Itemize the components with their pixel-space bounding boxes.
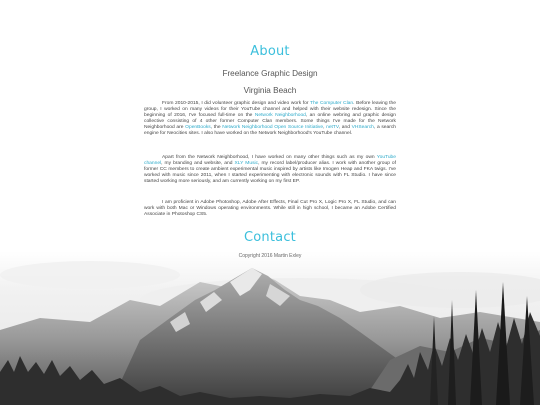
location: Virginia Beach [243,86,297,95]
link-youtube-channel[interactable]: YouTube channel [144,155,396,167]
about-paragraph-2 [144,155,396,185]
text: , my branding and website, and [161,161,235,167]
text: , the [210,125,223,131]
contact-heading[interactable]: Contact [244,230,296,245]
link-xly-music[interactable]: XLY Music [234,161,259,167]
link-nettv[interactable]: netTV [326,125,339,131]
link-network-neighborhood[interactable]: Network Neighborhood [254,113,306,119]
link-open-source-initiative[interactable]: Network Neighborhood Open Source Initiative [222,125,324,131]
job-title: Freelance Graphic Design [222,69,318,78]
text: From 2010-2015, I did volunteer graphic design and video work for [162,101,310,106]
about-paragraph-3: I am proficient in Adobe Photoshop, Adobe After Effects, Final Cut Pro X, Logic Pro X, FL Studio, and can work with both Mac or Windows operating environments. While still in high school, I became an Adobe Certified Associate in Photoshop CS5. [144,200,396,218]
text: , a search engine for Neocities sites. I also have worked on the Network Neighborhood's YouTube channel. [144,125,397,137]
text: , an online webring and graphic design collective consisting of 4 other former Computer Clan members. Some things I've made for the Network Neighborhood are [144,113,396,131]
text: , [323,125,327,131]
about-paragraph-1 [144,101,396,138]
link-openbooks[interactable]: OpenBooks [185,125,211,131]
text: . Before leaving the group, I worked on many videos for their YouTube channel and helped with their website redesign. Since the beginning of 2016, I've focused full-time on the [144,101,396,119]
link-vhsearch[interactable]: VHSearch [351,125,374,131]
text: , my record label/producer alias. I work with another group of former CC members to create ambient experimental music inspired by artists like Imogen Heap and FKA twigs. I've worked with music since 2011, when I started experimenting with electronic sounds with FL Studio. I have since started working more seriously, and am currently working on my first EP. [144,161,397,185]
copyright-text: Copyright 2016 Martin Exley [238,253,302,259]
text: , and [338,125,352,131]
about-heading: About [250,44,290,59]
link-computer-clan[interactable]: The Computer Clan [309,101,354,106]
text: Apart from the Network Neighborhood, I have worked on many other things such as my own [162,155,377,160]
